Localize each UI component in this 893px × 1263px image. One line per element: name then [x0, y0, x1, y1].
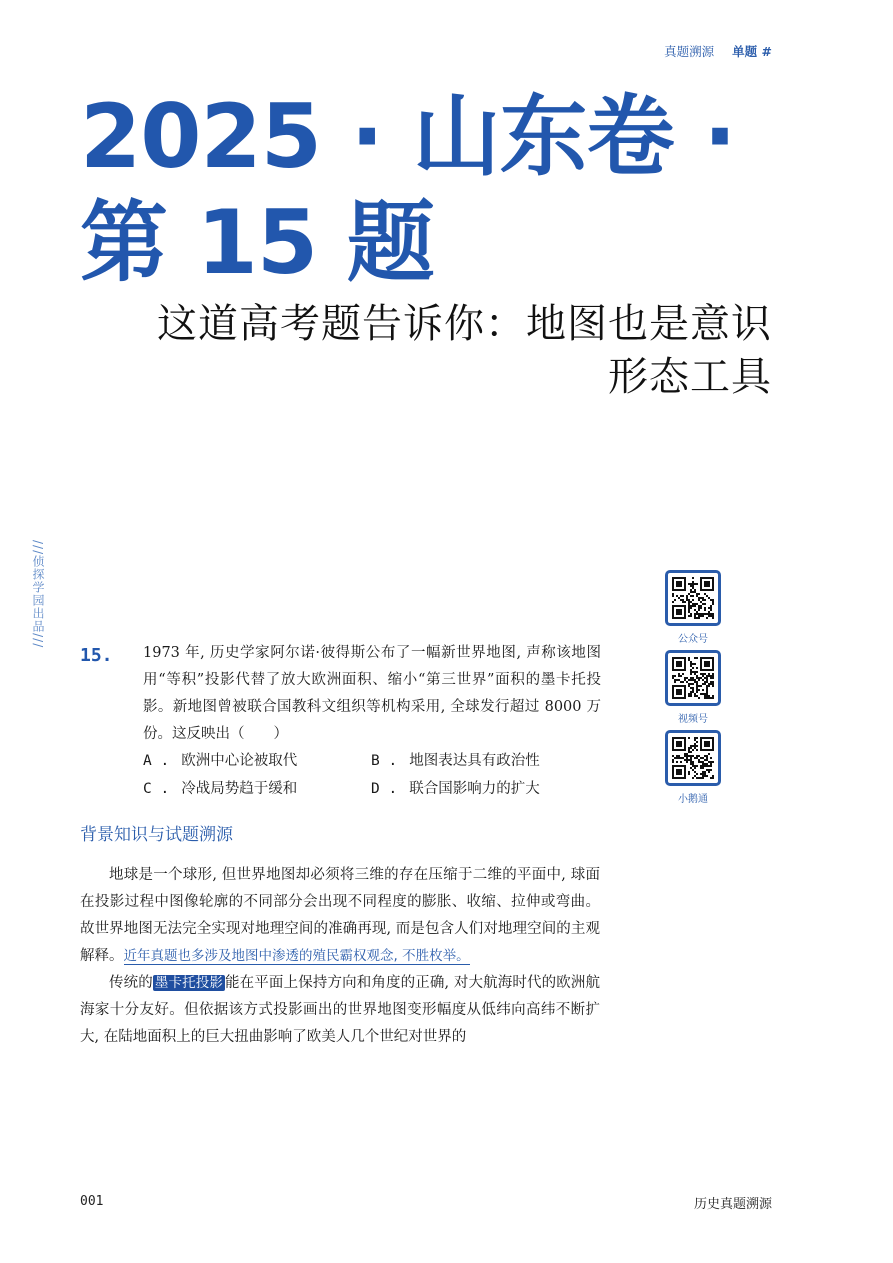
side-vertical-text: ///侦探学园出品/// [31, 540, 45, 649]
option-c[interactable] [143, 775, 371, 803]
option-letter: D . [371, 781, 398, 797]
header-tag-source: 真题溯源 [664, 44, 715, 59]
paragraph-1 [80, 862, 600, 970]
qr-code-column [664, 570, 722, 810]
qr-label: 小鹅通 [678, 794, 708, 805]
page-title [80, 84, 780, 296]
header-tags [664, 42, 772, 60]
paragraph-1-text: 地球是一个球形, 但世界地图却必须将三维的存在压缩于二维的平面中, 球面在投影过程中图像轮廓的不同部分会出现不同程度的膨胀、收缩、拉伸或弯曲。故世界地图无法完全实现对地理空间的准确再现, 而是包含人们对地理空间的主观解释。 [80, 867, 600, 964]
question-stem: 1973 年, 历史学家阿尔诺·彼得斯公布了一幅新世界地图, 声称该地图用“等积”投影代替了放大欧洲面积、缩小“第三世界”面积的墨卡托投影。新地图曾被联合国教科文组织等机构采用, 全球发行超过 8000 万份。这反映出（ ） [143, 645, 601, 742]
title-line-2: 第 15 题 [80, 191, 434, 294]
option-a[interactable] [143, 747, 371, 775]
paragraph-2-before: 传统的 [109, 975, 153, 991]
section-heading: 背景知识与试题溯源 [80, 825, 233, 845]
qr-item-wechat[interactable] [664, 570, 722, 644]
options-row [143, 775, 603, 803]
question-number: 15. [80, 645, 113, 666]
paragraph-2-after: 能在平面上保持方向和角度的正确, 对大航海时代的欧洲航海家十分友好。但依据该方式投影画出的世界地图变形幅度从低纬向高纬不断扩大, 在陆地面积上的巨大扭曲影响了欧美人几个世纪对世界的 [80, 975, 601, 1045]
header-tag-single: 单题 # [732, 44, 772, 59]
options-row [143, 747, 603, 775]
article-body [80, 862, 600, 1051]
qr-label: 视频号 [678, 714, 708, 725]
question-options [143, 747, 603, 803]
highlight-term: 墨卡托投影 [154, 975, 224, 991]
qr-code-icon [665, 730, 721, 786]
option-d[interactable] [371, 775, 599, 803]
footer-title: 历史真题溯源 [693, 1197, 772, 1212]
qr-label: 公众号 [678, 634, 708, 645]
option-letter: C . [143, 781, 170, 797]
subtitle-line-2: 形态工具 [608, 354, 772, 400]
qr-item-video[interactable] [664, 650, 722, 724]
qr-code-icon [665, 650, 721, 706]
inline-link[interactable]: 近年真题也多涉及地图中渗透的殖民霸权观念, 不胜枚举。 [123, 948, 470, 964]
subtitle-line-1: 这道高考题告诉你：地图也是意识 [157, 301, 772, 347]
option-letter: B . [371, 753, 398, 769]
option-b[interactable] [371, 747, 599, 775]
qr-item-xiaoetong[interactable] [664, 730, 722, 804]
option-text: 地图表达具有政治性 [409, 753, 540, 769]
option-text: 冷战局势趋于缓和 [181, 781, 298, 797]
option-text: 联合国影响力的扩大 [409, 781, 540, 797]
page-subtitle [72, 298, 772, 404]
page-number: 001 [80, 1194, 104, 1209]
qr-code-icon [665, 570, 721, 626]
paragraph-2 [80, 970, 600, 1051]
title-line-1: 2025 · 山东卷 · [80, 85, 736, 188]
option-text: 欧洲中心论被取代 [181, 753, 298, 769]
option-letter: A . [143, 753, 170, 769]
